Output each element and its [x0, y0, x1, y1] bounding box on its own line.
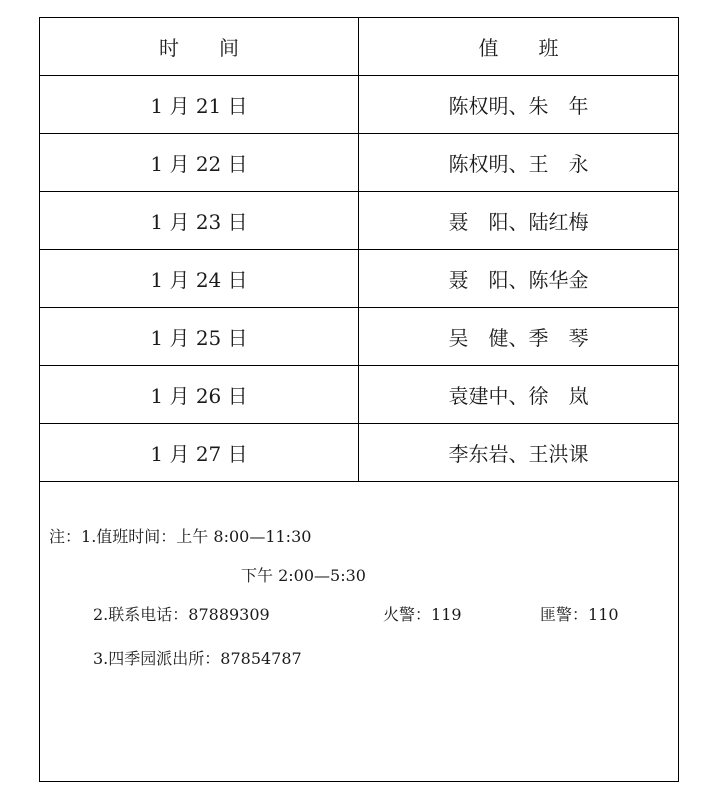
- table-row: [40, 366, 678, 424]
- fire-label: 火警：: [383, 605, 432, 624]
- row-date: 1 月 23 日: [40, 192, 359, 250]
- row-staff: 聂 阳、陈华金: [359, 250, 679, 308]
- table-row: [40, 192, 678, 250]
- police-alarm: [540, 603, 619, 627]
- station-phone: 87854787: [220, 649, 302, 668]
- table-row: [40, 250, 678, 308]
- notes-line-3: [93, 603, 270, 627]
- header-duty: 值 班: [359, 18, 679, 76]
- table-row: [40, 308, 678, 366]
- row-date: 1 月 26 日: [40, 366, 359, 424]
- row-date: 1 月 25 日: [40, 308, 359, 366]
- afternoon-hours: 下午 2:00—5:30: [241, 566, 366, 585]
- police-label: 匪警：: [540, 605, 589, 624]
- notes-line-2: [241, 564, 366, 588]
- notes-line-4: [93, 647, 302, 671]
- note-1-label: 1.值班时间：: [81, 527, 177, 546]
- row-date: 1 月 24 日: [40, 250, 359, 308]
- notes-line-1: [49, 525, 311, 549]
- notes-prefix: 注：: [49, 527, 82, 546]
- row-staff: 袁建中、徐 岚: [359, 366, 679, 424]
- row-staff: 吴 健、季 琴: [359, 308, 679, 366]
- police-number: 110: [588, 605, 619, 624]
- table-row: [40, 76, 678, 134]
- header-time: 时 间: [40, 18, 359, 76]
- table-row: [40, 134, 678, 192]
- row-date: 1 月 27 日: [40, 424, 359, 482]
- table-row: [40, 424, 678, 482]
- row-staff: 李东岩、王洪课: [359, 424, 679, 482]
- fire-alarm: [383, 603, 462, 627]
- morning-hours: 上午 8:00—11:30: [176, 527, 312, 546]
- fire-number: 119: [431, 605, 462, 624]
- note-2-label: 2.联系电话：: [93, 605, 189, 624]
- duty-table: [40, 18, 678, 482]
- row-staff: 陈权明、王 永: [359, 134, 679, 192]
- contact-phone: 87889309: [188, 605, 270, 624]
- row-date: 1 月 21 日: [40, 76, 359, 134]
- note-3-label: 3.四季园派出所：: [93, 649, 221, 668]
- table-header-row: [40, 18, 678, 76]
- row-date: 1 月 22 日: [40, 134, 359, 192]
- row-staff: 陈权明、朱 年: [359, 76, 679, 134]
- row-staff: 聂 阳、陆红梅: [359, 192, 679, 250]
